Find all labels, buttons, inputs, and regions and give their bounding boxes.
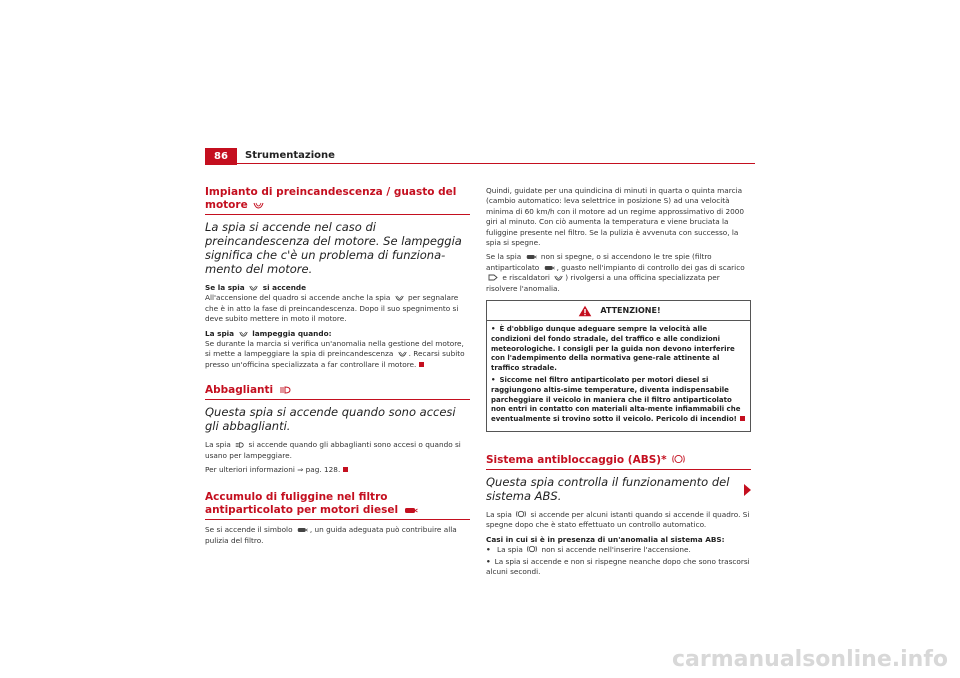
warning-bullet: • Siccome nel filtro antiparticolato per motori diesel si raggiungono altis-sime temperature, diventa indispensabile parcheggiare il veicolo in maniera che il filtro antiparticolato non entri in contatto con materiali alta-mente infiammabili che eventualmente si trovino sotto il veicolo. Pericolo di incendio! (491, 376, 746, 425)
warning-body (487, 321, 750, 431)
warning-box (486, 300, 751, 432)
subheading: Se la spia si accende (205, 283, 307, 292)
glow-plug-icon (395, 295, 404, 301)
particulate-filter-icon (297, 527, 308, 533)
warning-triangle-icon (578, 305, 592, 317)
paragraph: Se durante la marcia si verifica un'anomalia nella gestione del motore, si mette a lampeggiare la spia di preincandescenza . Recarsi subito presso un'officina specializzata a far controllare il motore. (205, 339, 465, 369)
section-title: Sistema antibloccaggio (ABS)* (486, 454, 751, 467)
next-page-arrow-icon (744, 484, 751, 496)
warning-title: ATTENZIONE! (600, 306, 661, 316)
high-beam-icon (235, 442, 244, 448)
high-beam-icon (279, 386, 291, 394)
glow-plug-icon (239, 331, 248, 337)
section-lead: Questa spia controlla il funzionamento del sistema ABS. (486, 475, 730, 504)
watermark: carmanualsonline.info (672, 647, 948, 672)
section-lead: La spia si accende nel caso di preincandescenza del motore. Se lampeggia significa che c'è un problema di funziona-mento del motore. (205, 220, 462, 276)
left-column (205, 186, 470, 550)
list-item: • La spia non si accende nell'inserire l'accensione. (486, 545, 751, 555)
paragraph: Se si accende il simbolo , un guida adeguata può contribuire alla pulizia del filtro. (205, 525, 457, 545)
glow-plug-icon (253, 202, 264, 209)
abs-icon (527, 545, 537, 553)
section-abbaglianti (205, 384, 470, 475)
section-title: Abbaglianti (205, 384, 470, 397)
section-title: Impianto di preincandescenza / guasto del motore (205, 186, 457, 211)
paragraph: La spia si accende per alcuni istanti quando si accende il quadro. Si spegne dopo che è stato effettuato un controllo automatico. (486, 510, 750, 530)
section-title: Accumulo di fuliggine nel filtro antiparticolato per motori diesel (205, 491, 470, 517)
section-rule (205, 519, 470, 520)
particulate-filter-icon (544, 265, 555, 271)
abs-icon (516, 510, 526, 518)
section-abs (486, 454, 751, 577)
subheading: Casi in cui si è in presenza di un'anomalia al sistema ABS: (486, 534, 725, 544)
end-mark (740, 416, 745, 421)
paragraph: Per ulteriori informazioni ⇒ pag. 128. (205, 465, 470, 475)
list-item: • La spia si accende e non si rispegne neanche dopo che sono trascorsi alcuni secondi. (486, 557, 751, 578)
section-rule (486, 469, 751, 470)
paragraph: La spia si accende quando gli abbaglianti sono accesi o quando si usano per lampeggiare. (205, 440, 461, 460)
glow-plug-icon (554, 275, 563, 281)
particulate-filter-icon (526, 254, 537, 260)
section-filtro-antiparticolato (205, 491, 470, 546)
section-lead: Questa spia si accende quando sono accesi gli abbaglianti. (205, 405, 456, 434)
header-rule (205, 163, 755, 164)
paragraph: Quindi, guidate per una quindicina di minuti in quarta o quinta marcia (cambio automatico: leva selettrice in posizione S) ad una velocità minima di 60 km/h con il motore ad un regime approssimativo di 2000 giri al minuto. Con ciò aumenta la temperatura e viene bruciata la fuliggine presente nel filtro. Se la pulizia è avvenuta con successo, la spia si spegne. (486, 186, 745, 248)
right-column (486, 186, 751, 581)
glow-plug-icon (249, 285, 258, 291)
end-mark (419, 362, 424, 367)
section-rule (205, 214, 470, 215)
header-title: Strumentazione (245, 150, 335, 161)
abs-icon (672, 454, 685, 464)
warning-header (487, 301, 750, 321)
section-rule (205, 399, 470, 400)
glow-plug-icon (398, 351, 407, 357)
warning-bullet: • È d'obbligo dunque adeguare sempre la velocità alle condizioni del fondo stradale, del traffico e alle condizioni meteorologiche. I consigli per la guida non devono interferire con l'adempimento della normativa gene-rale attinente al traffico stradale. (491, 325, 746, 374)
page-number: 86 (205, 148, 237, 165)
end-mark (343, 467, 348, 472)
subheading: La spia lampeggia quando: (205, 328, 332, 338)
paragraph: All'accensione del quadro si accende anche la spia per segnalare che è in atto la fase di preincandescenza. Dopo il suo spegnimento si deve subito mettere in moto il motore. (205, 293, 459, 324)
section-preincandescenza (205, 186, 470, 370)
paragraph: Se la spia non si spegne, o si accendono le tre spie (filtro antiparticolato , guasto nell'impianto di controllo dei gas di scarico e riscaldatori ) rivolgersi a una officina specializzata per risolvere l'anomalia. (486, 252, 745, 293)
particulate-filter-icon (404, 507, 418, 514)
exhaust-gas-icon (488, 274, 498, 281)
